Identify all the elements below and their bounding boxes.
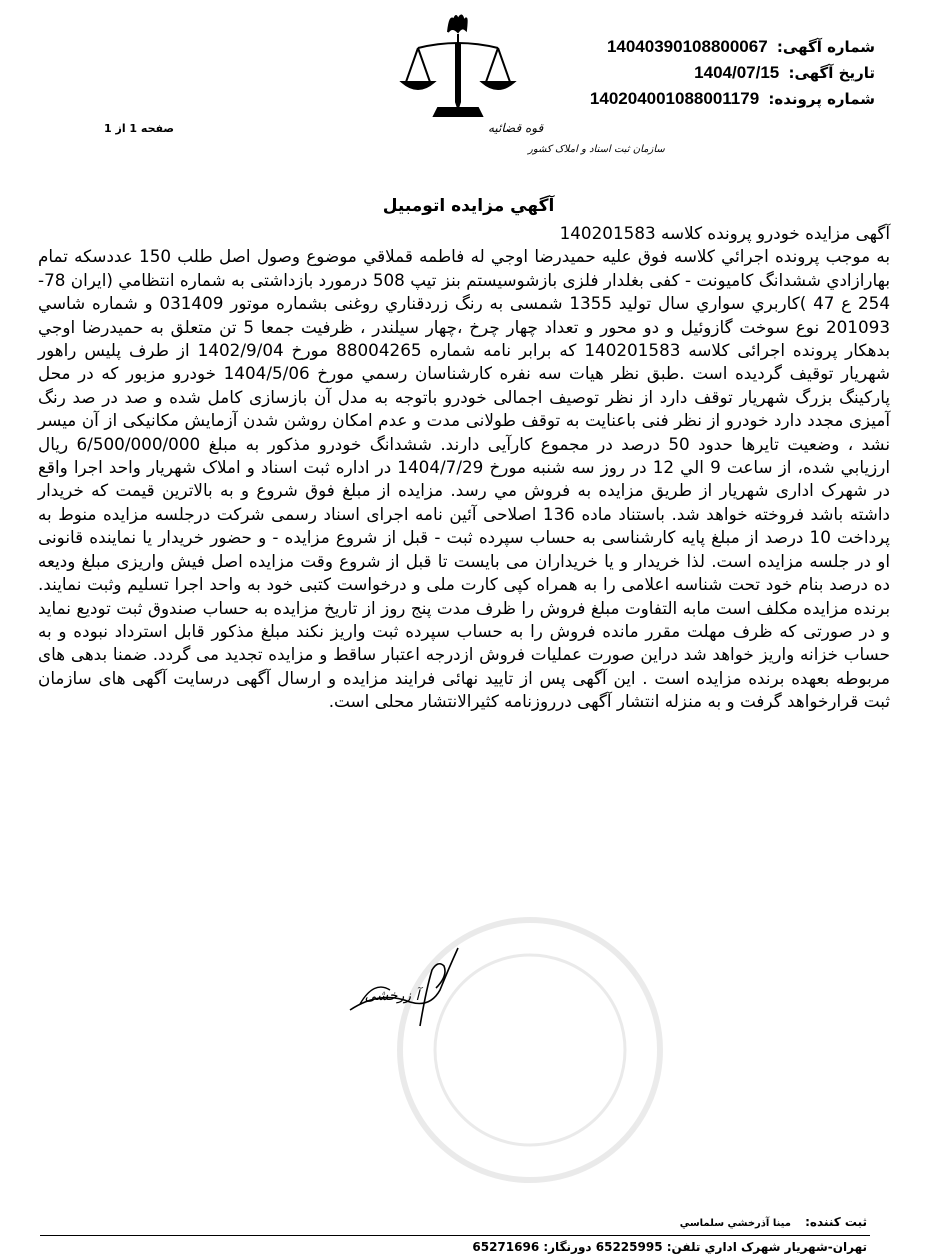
footer-address: تهران-شهریار شهرک اداري تلفن: 65225995 دورنگار: 65271696	[472, 1240, 867, 1254]
signature-text: آ زرخشی	[364, 988, 420, 1004]
footer-divider	[40, 1235, 870, 1236]
case-number-row	[590, 86, 875, 112]
ad-number-label: شماره آگهی:	[776, 38, 875, 56]
body-paragraph: به موجب پرونده اجرائي كلاسه فوق عليه حميدرضا اوجي له فاطمه قملاقي موضوع وصول اصل طلب 150 عددسکه تمام بهارازادي ششدانگ کامیونت - كفی بغلدار فلزی بازشوسیستم بنز تیپ 508 درمورد بازداشتی به شماره انتظامي (ایران 78- 254 ع 47 )کاربري سواري سال تولید 1355 شمسی به رنگ زردقناري روغنی بشماره موتور 031409 و شماره شاسي 201093 نوع سوخت گازوئیل و دو محور و تعداد چهار چرخ ،چهار سیلندر ، ظرفیت جمعا 5 تن متعلق به حمیدرضا اوجي بدهکار پرونده اجرائی کلاسه 140201583 که برابر نامه شماره 88004265 مورخ 1402/9/04 از طرف پلیس راهور شهریار توقیف گردیده است .طبق نظر هيات سه نفره كارشناسان رسمي مورخ 1404/5/06 خودرو مزبور که در محل پارکینگ بزرگ شهریار توقف دارد از نظر توصیف اجمالی خودرو باتوجه به مدل آن بازسازی کامل شده و صد در صد رنگ آمیزی مجدد دارد خودرو از نظر فنی باعنایت به توقف طولانی مدت و عدم امکان روشن شدن آزمایش مکانیکی از آن میسر نشد ، وضعیت تایرها حدود 50 درصد در مجموع کارآیی دارند. ششدانگ خودرو مذكور به مبلغ 6/500/000/000 ريال ارزيابي شده، از ساعت 9 الي 12 در روز سه شنبه مورخ 1404/7/29 در اداره ثبت اسناد و املاک شهریار واحد اجرا واقع در شهرک اداری شهریار از طريق مزايده به فروش مي رسد. مزایده از مبلغ فوق شروع و به بالاترین قیمت که خریدار داشته باشد فروخته خواهد شد. باستناد ماده 136 اصلاحی آئین نامه اجرای اسناد رسمی شرکت درجلسه مزایده منوط به پرداخت 10 درصد از مبلغ پایه کارشناسی به حساب سپرده ثبت - قبل از شروع مزایده - و حضور خریدار یا نماینده قانونی او در جلسه مزایده است. لذا خریدار و یا خریداران می بایست تا قبل از شروع وقت مزایده اصل فیش واریزی مبلغ ودیعه ده درصد بنام خود تحت شناسه اعلامی را به همراه کپی کارت ملی و درخواست کتبی خود به واحد اجرا تسلیم وثبت نمایند. برنده مزایده مکلف است مابه التفاوت مبلغ فروش را ظرف مدت پنج روز از تاریخ مزایده به حساب صندوق ثبت تودیع نماید و در صورتی که ظرف مهلت مقرر مانده فروش را به حساب سپرده ثبت واریز نکند مبلغ مذکور قابل استرداد نبوده و به حساب خزانه واریز خواهد شد دراین صورت عملیات فروش ازدرجه اعتبار ساقط و مزایده تجدید می گردد. ضمنا بدهی های مربوطه بعهده برنده مزایده است . این آگهی پس از تایید نهائی فرایند مزایده و ارسال آگهی درسایت آگهی های سازمان ثبت قرارخواهد گرفت و به منزله انتشار آگهی درروزنامه کثیرالانتشار محلی است.	[38, 246, 891, 712]
signature-icon	[340, 930, 500, 1040]
registrar-name: مينا آذرخشي سلماسي	[679, 1218, 791, 1229]
case-number-value: 140204001088001179	[589, 89, 760, 108]
case-number-label: شماره پرونده:	[768, 90, 875, 108]
judiciary-emblem-icon	[378, 4, 665, 164]
emblem-line2: سازمان ثبت اسناد و املاک کشور	[528, 144, 665, 155]
ad-date-value: 1404/07/15	[694, 63, 780, 82]
header-meta	[590, 34, 875, 112]
ad-date-row	[590, 60, 875, 86]
ad-number-row	[590, 34, 875, 60]
ad-number-value: 14040390108800067	[606, 37, 768, 56]
registrar	[680, 1215, 867, 1229]
document-title: آگهي مزايده اتومبيل	[382, 196, 555, 216]
body-subhead: آگهی مزایده خودرو پرونده کلاسه 140201583	[559, 223, 890, 243]
ad-date-label: تاریخ آگهی:	[788, 64, 875, 82]
document-body	[38, 222, 890, 714]
registrar-label: ثبت كننده:	[805, 1215, 867, 1229]
page-indicator: صفحه 1 از 1	[104, 122, 175, 135]
emblem-line1: قوه قضائیه	[488, 121, 544, 135]
